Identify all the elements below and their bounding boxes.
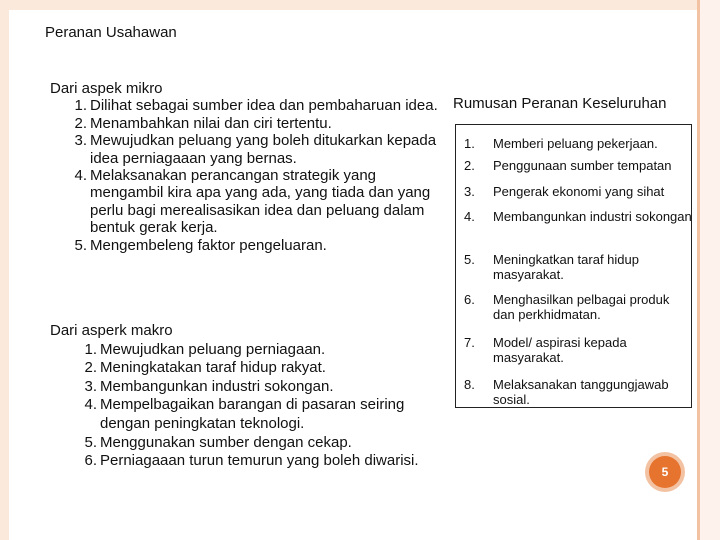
macro-item [75, 378, 450, 397]
item-text: Model/ aspirasi kepada masyarakat. [493, 335, 627, 365]
item-text: Mempelbagaikan barangan di pasaran seiring dengan peningkatan teknologi. [100, 396, 405, 432]
item-text: Memberi peluang pekerjaan. [493, 136, 658, 151]
macro-item [75, 434, 450, 453]
micro-heading: Dari aspek mikro [50, 80, 163, 97]
item-number: 2. [84, 359, 97, 377]
item-number: 5. [84, 433, 97, 451]
item-number: 5. [74, 236, 87, 254]
item-text: Melaksanakan tanggungjawab sosial. [493, 377, 669, 407]
macro-section [50, 322, 450, 471]
item-number: 7. [464, 335, 475, 350]
item-text: Mengembeleng faktor pengeluaran. [90, 236, 327, 254]
role-item [464, 377, 692, 407]
item-number: 4. [464, 209, 475, 224]
item-text: Mewujudkan peluang perniagaan. [100, 340, 326, 358]
item-number: 3. [84, 377, 97, 395]
role-item [464, 209, 692, 224]
item-text: Meningkatakan taraf hidup rakyat. [100, 359, 326, 377]
slide-frame-left [0, 0, 9, 540]
item-number: 2. [74, 114, 87, 132]
item-number: 3. [464, 184, 475, 199]
item-text: Meningkatkan taraf hidup masyarakat. [493, 252, 639, 282]
item-text: Penggunaan sumber tempatan [493, 158, 672, 173]
item-number: 1. [464, 136, 475, 151]
item-text: Membangunkan industri sokongan [493, 209, 692, 224]
item-number: 3. [74, 132, 87, 150]
item-number: 6. [84, 452, 97, 470]
item-number: 4. [84, 396, 97, 414]
item-text: Menghasilkan pelbagai produk dan perkhidmatan. [493, 292, 670, 322]
micro-item [65, 237, 450, 254]
role-item [464, 292, 692, 322]
item-text: Mewujudkan peluang yang boleh ditukarkan kepada idea perniagaaan yang bernas. [90, 132, 437, 167]
slide-frame-top [0, 0, 720, 10]
item-text: Perniagaaan turun temurun yang boleh diwarisi. [100, 452, 419, 470]
item-number: 5. [464, 252, 475, 267]
item-text: Menambahkan nilai dan ciri tertentu. [90, 114, 332, 132]
micro-list [65, 97, 450, 254]
macro-item [75, 452, 450, 471]
item-text: Dilihat sebagai sumber idea dan pembaharuan idea. [90, 97, 438, 115]
micro-item [65, 167, 450, 237]
micro-section [50, 80, 450, 254]
micro-item [65, 132, 450, 167]
page-title: Peranan Usahawan [45, 24, 177, 41]
micro-item [65, 115, 450, 132]
page-number-badge [645, 452, 685, 492]
item-number: 1. [74, 97, 87, 115]
item-text: Menggunakan sumber dengan cekap. [100, 433, 352, 451]
role-item [464, 184, 692, 199]
item-text: Melaksanakan perancangan strategik yang mengambil kira apa yang ada, yang tiada dan yang perlu bagi merealisasikan idea dan peluang dalam bentuk gerak kerja. [90, 167, 431, 237]
role-item [464, 252, 692, 282]
overall-heading: Rumusan Peranan Keseluruhan [453, 95, 667, 112]
item-number: 6. [464, 292, 475, 307]
item-number: 2. [464, 158, 475, 173]
item-number: 8. [464, 377, 475, 392]
role-item [464, 136, 692, 151]
slide-frame-right [700, 0, 720, 540]
role-item [464, 158, 692, 173]
macro-list [75, 341, 450, 471]
item-text: Pengerak ekonomi yang sihat [493, 184, 665, 199]
overall-roles-box [455, 124, 692, 408]
item-number: 1. [84, 340, 97, 358]
macro-item [75, 341, 450, 360]
macro-item [75, 396, 450, 433]
item-text: Membangunkan industri sokongan. [100, 377, 334, 395]
macro-heading: Dari asperk makro [50, 322, 173, 339]
micro-item [65, 97, 450, 114]
role-item [464, 335, 692, 365]
item-number: 4. [74, 167, 87, 185]
page-number: 5 [649, 456, 681, 488]
macro-item [75, 359, 450, 378]
